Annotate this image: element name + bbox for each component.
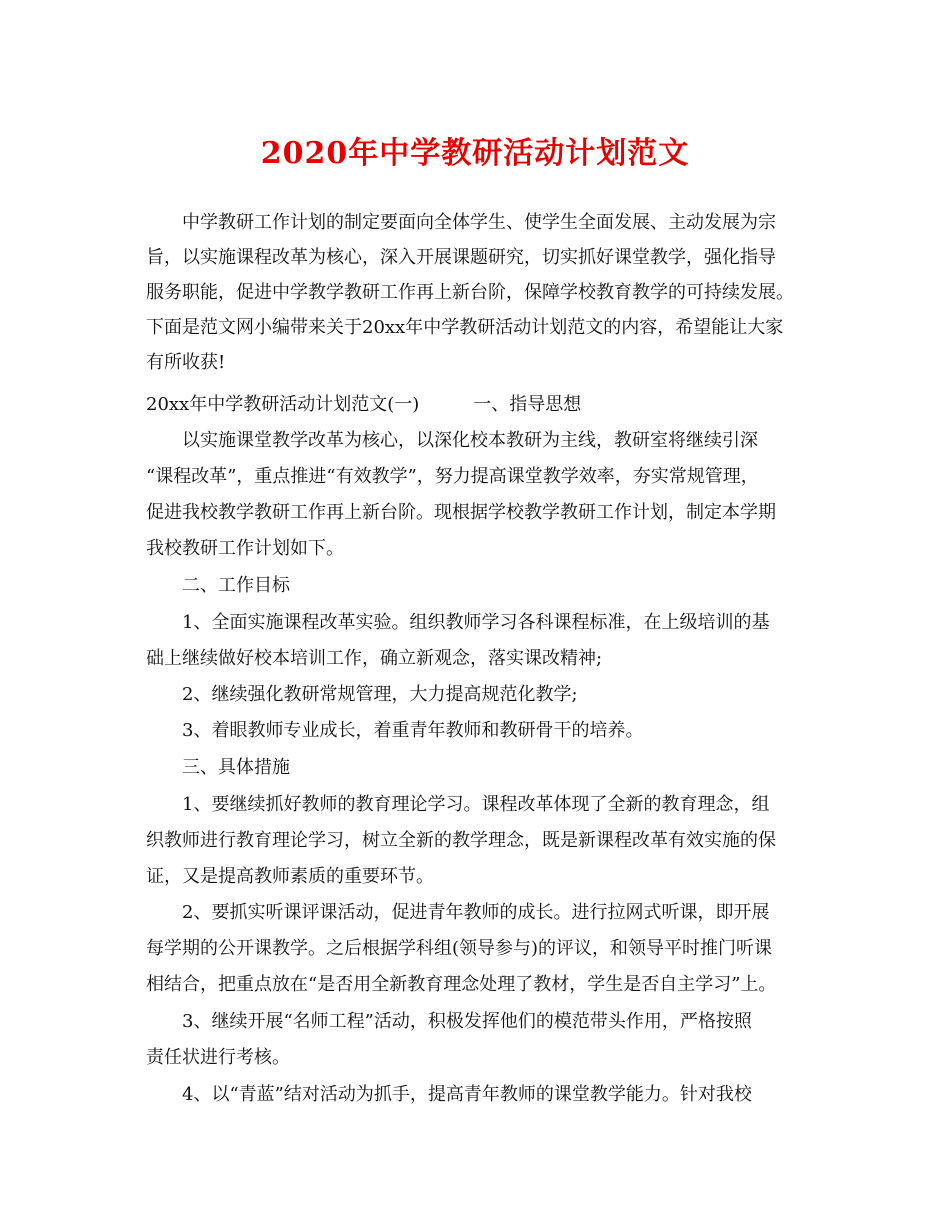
text-line: 我校教研工作计划如下。 <box>146 538 344 559</box>
text-line: 础上继续做好校本培训工作，确立新观念，落实课改精神; <box>146 648 603 669</box>
text-line: 中学教研工作计划的制定要面向全体学生、使学生全面发展、主动发展为宗 <box>182 212 776 233</box>
text-line: “课程改革”，重点推进“有效教学”，努力提高课堂教学效率，夯实常规管理， <box>146 466 759 487</box>
text-line: 20xx年中学教研活动计划范文(一) 一、指导思想 <box>146 394 582 415</box>
text-line: 证，又是提高教师素质的重要环节。 <box>146 866 434 887</box>
text-line: 织教师进行教育理论学习，树立全新的教学理念，既是新课程改革有效实施的保 <box>146 830 776 851</box>
text-line: 以实施课堂教学改革为核心，以深化校本教研为主线，教研室将继续引深 <box>182 430 758 451</box>
text-line: 1、全面实施课程改革实验。组织教师学习各科课程标准，在上级培训的基 <box>182 612 770 633</box>
text-line: 3、继续开展“名师工程”活动，积极发挥他们的模范带头作用，严格按照 <box>182 1011 752 1032</box>
text-line: 促进我校教学教研工作再上新台阶。现根据学校教学教研工作计划，制定本学期 <box>146 502 776 523</box>
text-line: 4、以“青蓝”结对活动为抓手，提高青年教师的课堂教学能力。针对我校 <box>182 1084 752 1105</box>
text-line: 每学期的公开课教学。之后根据学科组(领导参与)的评议，和领导平时推门听课 <box>146 938 773 959</box>
text-line: 旨，以实施课程改革为核心，深入开展课题研究，切实抓好课堂教学，强化指导 <box>146 247 776 268</box>
text-line: 2、继续强化教研常规管理，大力提高规范化教学; <box>182 684 578 705</box>
text-line: 1、要继续抓好教师的教育理论学习。课程改革体现了全新的教育理念，组 <box>182 794 770 815</box>
section-heading: 三、具体措施 <box>182 757 290 778</box>
text-line: 责任状进行考核。 <box>146 1047 290 1068</box>
document-title: 2020年中学教研活动计划范文 <box>260 136 690 171</box>
text-line: 有所收获! <box>146 352 226 373</box>
text-line: 服务职能，促进中学教学教研工作再上新台阶，保障学校教育教学的可持续发展。 <box>146 282 794 303</box>
text-line: 3、着眼教师专业成长，着重青年教师和教研骨干的培养。 <box>182 720 644 741</box>
section-heading: 二、工作目标 <box>182 575 290 596</box>
text-line: 相结合，把重点放在“是否用全新教育理念处理了教材，学生是否自主学习”上。 <box>146 974 777 995</box>
text-line: 2、要抓实听课评课活动，促进青年教师的成长。进行拉网式听课，即开展 <box>182 902 770 923</box>
text-line: 下面是范文网小编带来关于20xx年中学教研活动计划范文的内容，希望能让大家 <box>146 317 784 338</box>
